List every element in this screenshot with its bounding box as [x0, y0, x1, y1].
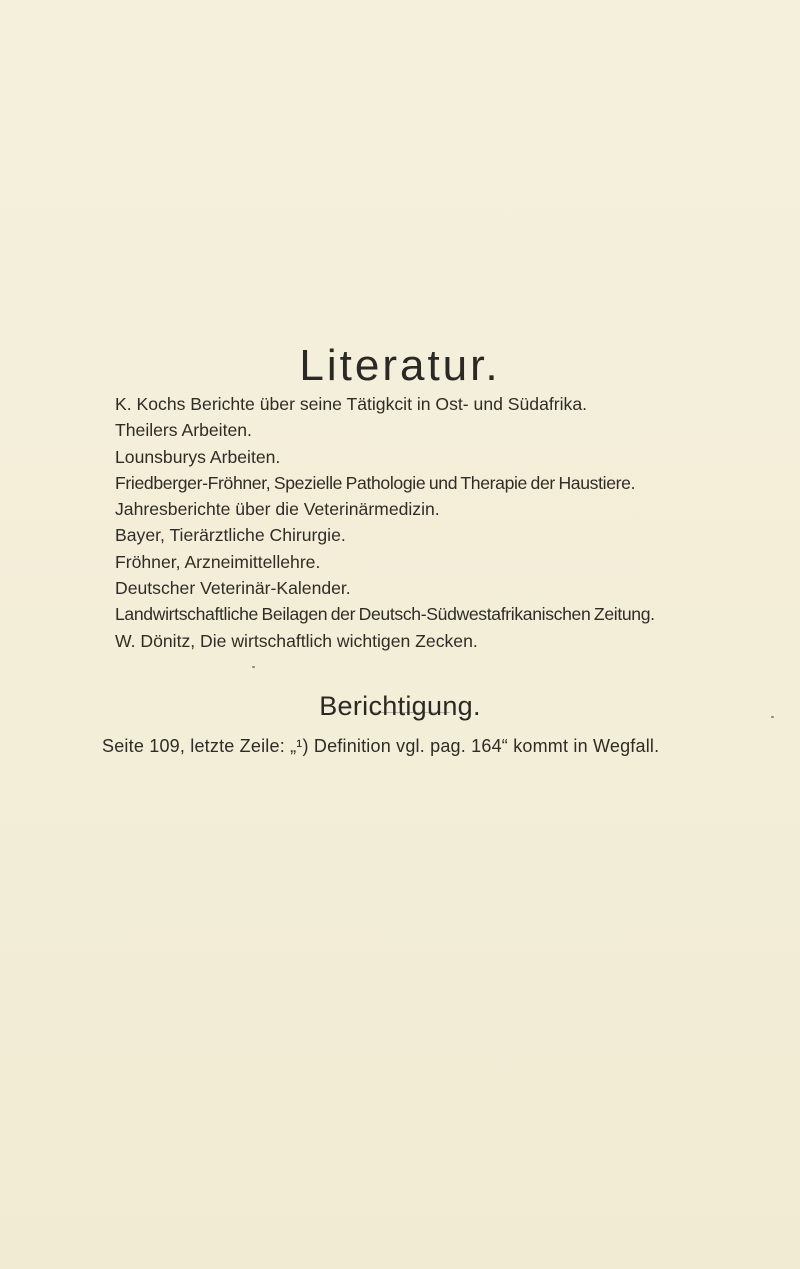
- literature-item: K. Kochs Berichte über seine Tätigkcit in Ost- und Südafrika.: [115, 394, 588, 414]
- literature-item: W. Dönitz, Die wirtschaftlich wichtigen Zecken.: [115, 630, 478, 651]
- literature-item: Bayer, Tierärztliche Chirurgie.: [115, 525, 346, 546]
- literature-item: Lounsburys Arbeiten.: [115, 446, 281, 467]
- literature-item: Landwirtschaftliche Beilagen der Deutsch-Südwestafrikanischen Zeitung.: [115, 604, 655, 625]
- literature-heading: Literatur.: [299, 341, 501, 390]
- paper-speck: [252, 666, 255, 668]
- literature-item: Friedberger-Fröhner, Spezielle Pathologie und Therapie der Haustiere.: [115, 472, 636, 493]
- correction-heading: Berichtigung.: [319, 691, 481, 721]
- literature-item: Jahresberichte über die Veterinärmedizin.: [115, 499, 440, 520]
- paper-speck: [771, 716, 774, 718]
- literature-item: Deutscher Veterinär-Kalender.: [115, 578, 351, 599]
- literature-list: [115, 391, 755, 654]
- literature-item: Fröhner, Arzneimittellehre.: [115, 551, 321, 572]
- correction-text: Seite 109, letzte Zeile: „¹) Definition vgl. pag. 164“ kommt in Wegfall.: [102, 736, 660, 756]
- literature-item: Theilers Arbeiten.: [115, 420, 252, 441]
